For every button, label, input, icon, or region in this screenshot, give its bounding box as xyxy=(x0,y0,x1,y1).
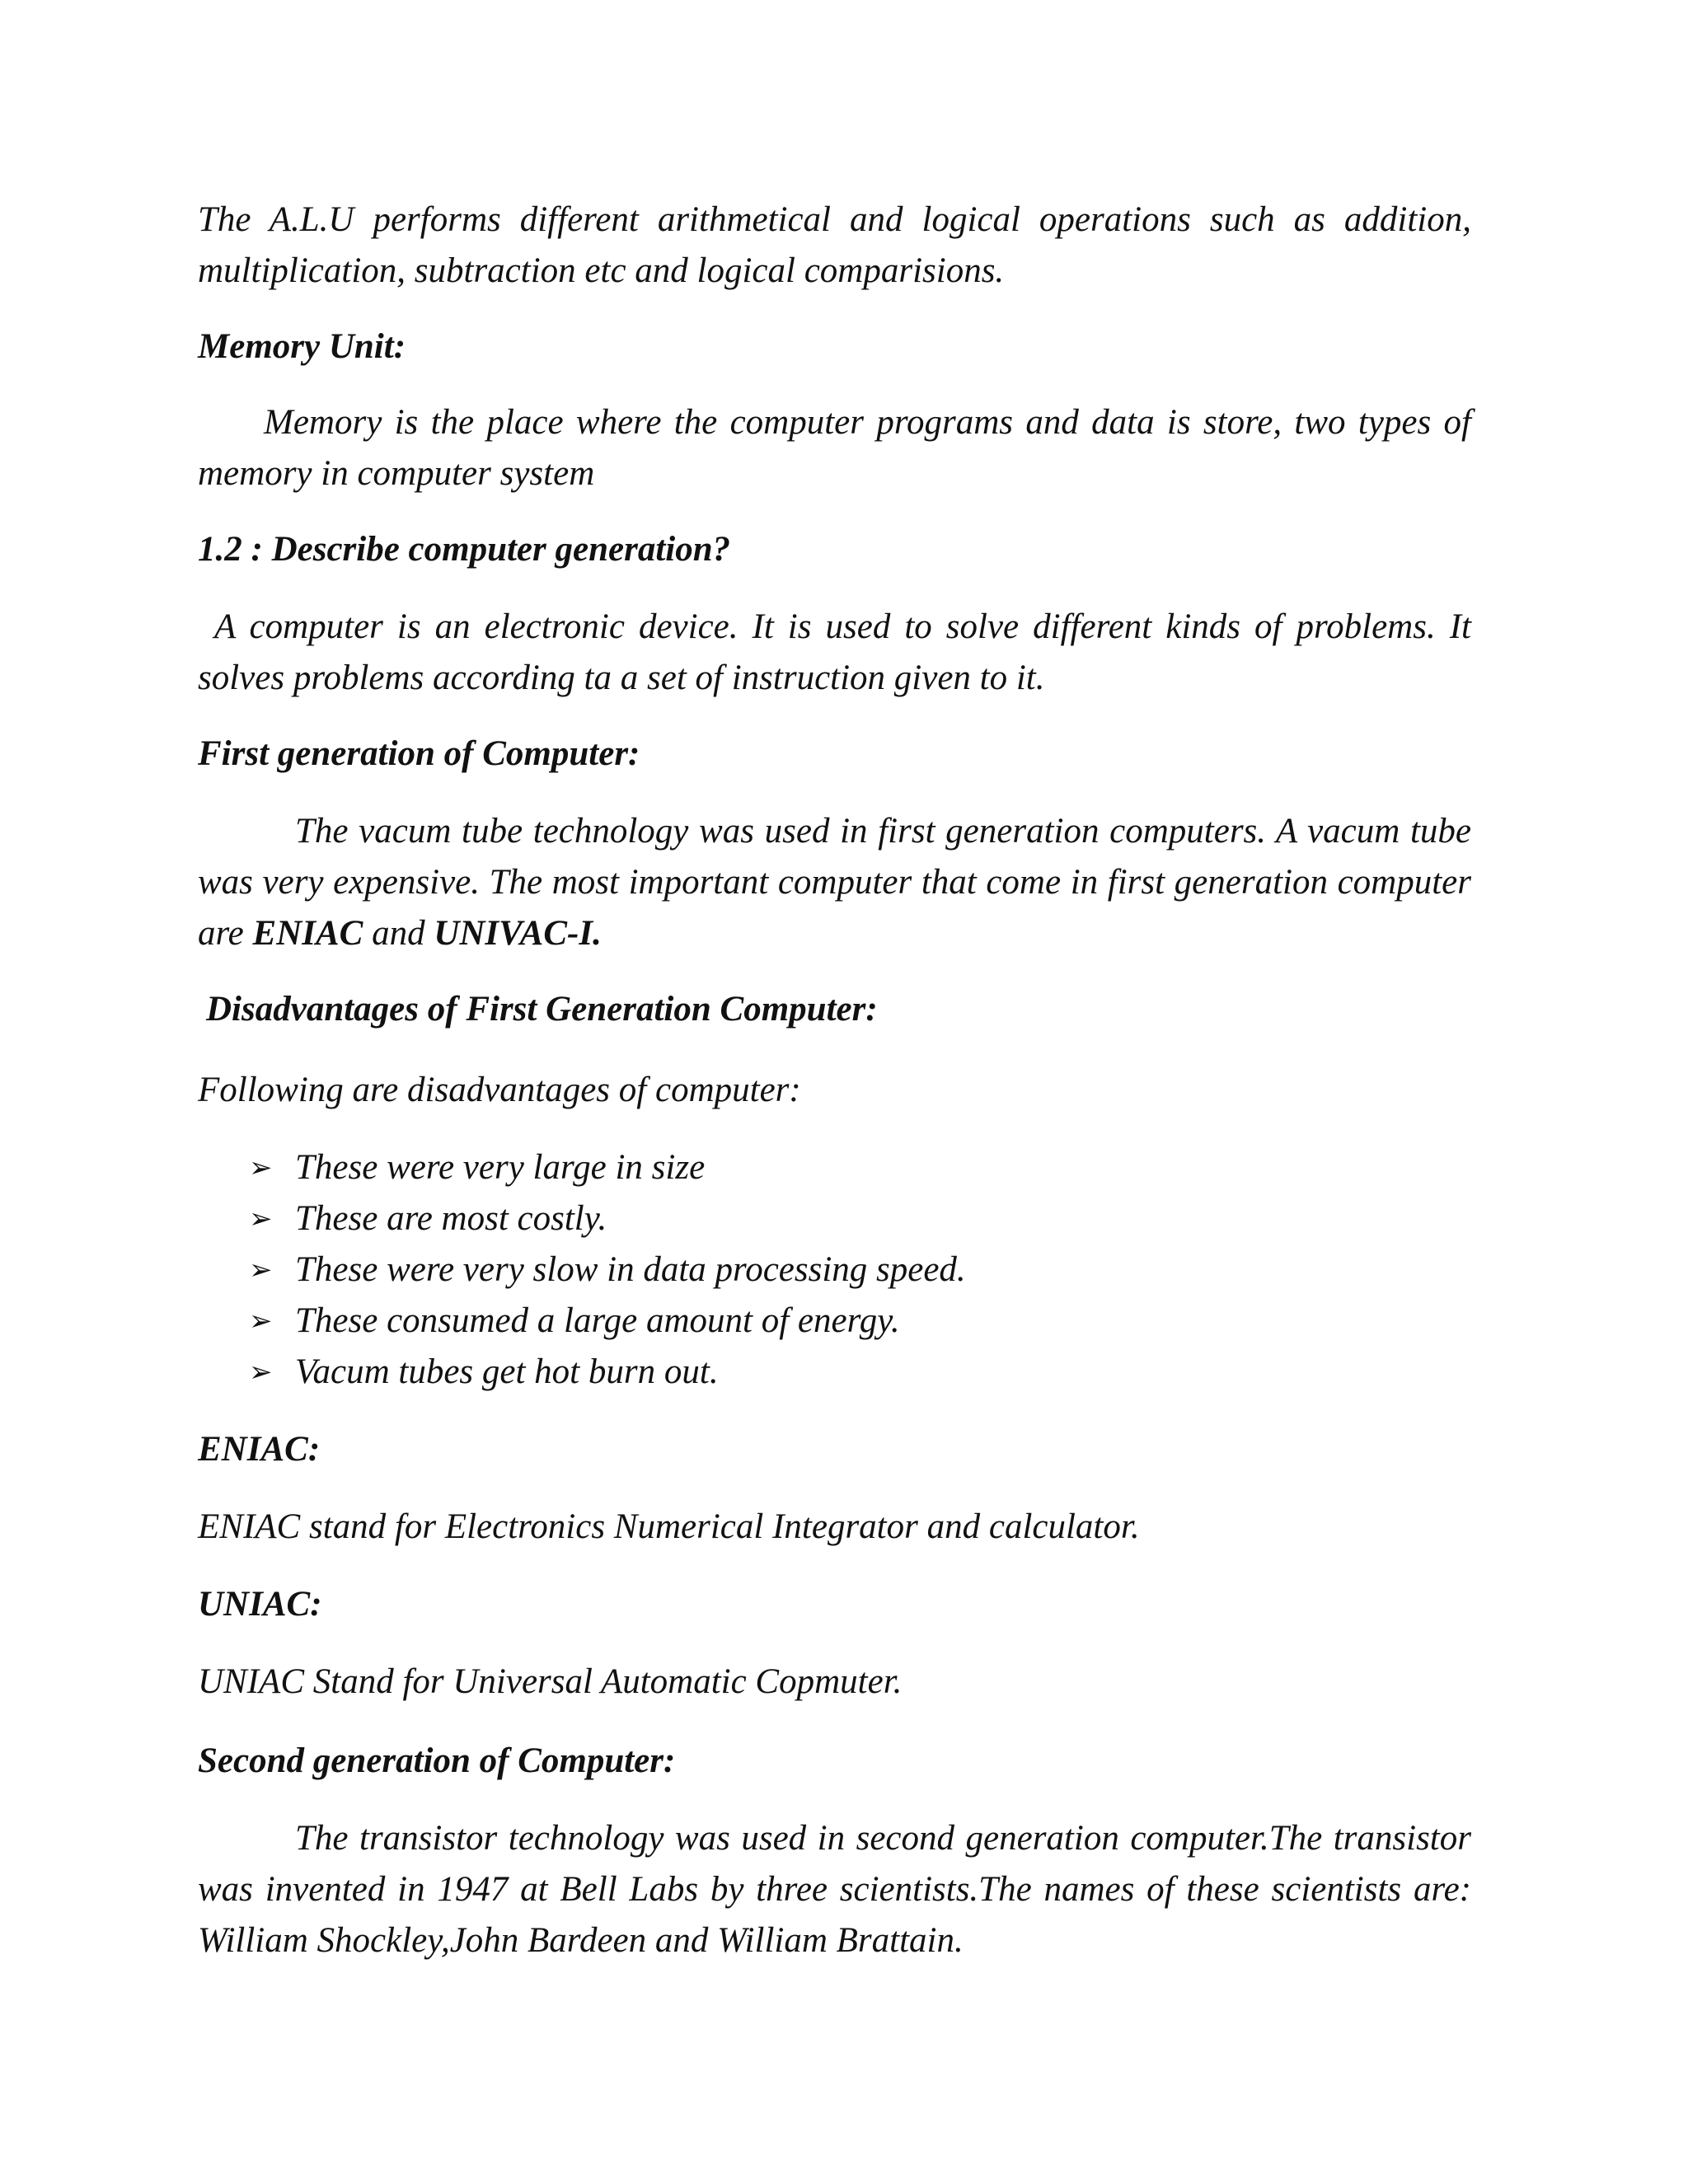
second-generation-heading: Second generation of Computer: xyxy=(198,1741,676,1780)
univac-bold: UNIVAC-I. xyxy=(434,914,602,953)
list-item: ➢ These are most costly. xyxy=(198,1193,1471,1244)
arrow-bullet-icon: ➢ xyxy=(249,1254,273,1286)
eniac-paragraph: ENIAC stand for Electronics Numerical Integrator and calculator. xyxy=(198,1507,1140,1546)
second-generation-paragraph: The transistor technology was used in second generation computer.The transistor was invented in 1947 at Bell Labs by three scientists.The names of these scientists are: William Shockley,John Bardeen and William Brattain. xyxy=(198,1819,1471,1960)
first-generation-text-b: and xyxy=(363,914,434,953)
arrow-bullet-icon: ➢ xyxy=(249,1202,273,1235)
arrow-bullet-icon: ➢ xyxy=(249,1356,273,1389)
arrow-bullet-icon: ➢ xyxy=(249,1305,273,1338)
disadvantages-list xyxy=(198,1142,1471,1398)
first-generation-paragraph xyxy=(198,806,1471,959)
uniac-paragraph: UNIAC Stand for Universal Automatic Copmuter. xyxy=(198,1662,903,1701)
memory-unit-heading: Memory Unit: xyxy=(198,327,406,366)
alu-paragraph: The A.L.U performs different arithmetical and logical operations such as addition, multiplication, subtraction etc and logical comparisions. xyxy=(198,200,1471,290)
disadvantages-intro: Following are disadvantages of computer: xyxy=(198,1071,801,1109)
first-generation-heading: First generation of Computer: xyxy=(198,734,640,773)
list-item: ➢ Vacum tubes get hot burn out. xyxy=(198,1347,1471,1398)
eniac-heading: ENIAC: xyxy=(198,1430,321,1469)
list-item: ➢ These were very slow in data processing speed. xyxy=(198,1244,1471,1296)
disadvantages-heading: Disadvantages of First Generation Computer: xyxy=(206,990,878,1029)
question-1-2-heading: 1.2 : Describe computer generation? xyxy=(198,530,731,569)
memory-paragraph: Memory is the place where the computer programs and data is store, two types of memory in computer system xyxy=(198,403,1471,493)
computer-definition-paragraph: A computer is an electronic device. It is used to solve different kinds of problems. It solves problems according ta a set of instruction given to it. xyxy=(198,607,1471,697)
eniac-bold: ENIAC xyxy=(252,914,363,953)
list-item: ➢ These were very large in size xyxy=(198,1142,1471,1193)
uniac-heading: UNIAC: xyxy=(198,1585,322,1624)
list-item: ➢ These consumed a large amount of energy. xyxy=(198,1296,1471,1347)
first-generation-text-a: The vacum tube technology was used in first generation computers. A vacum tube was very expensive. The most important computer that come in first generation computer are xyxy=(198,812,1471,953)
arrow-bullet-icon: ➢ xyxy=(249,1151,273,1184)
